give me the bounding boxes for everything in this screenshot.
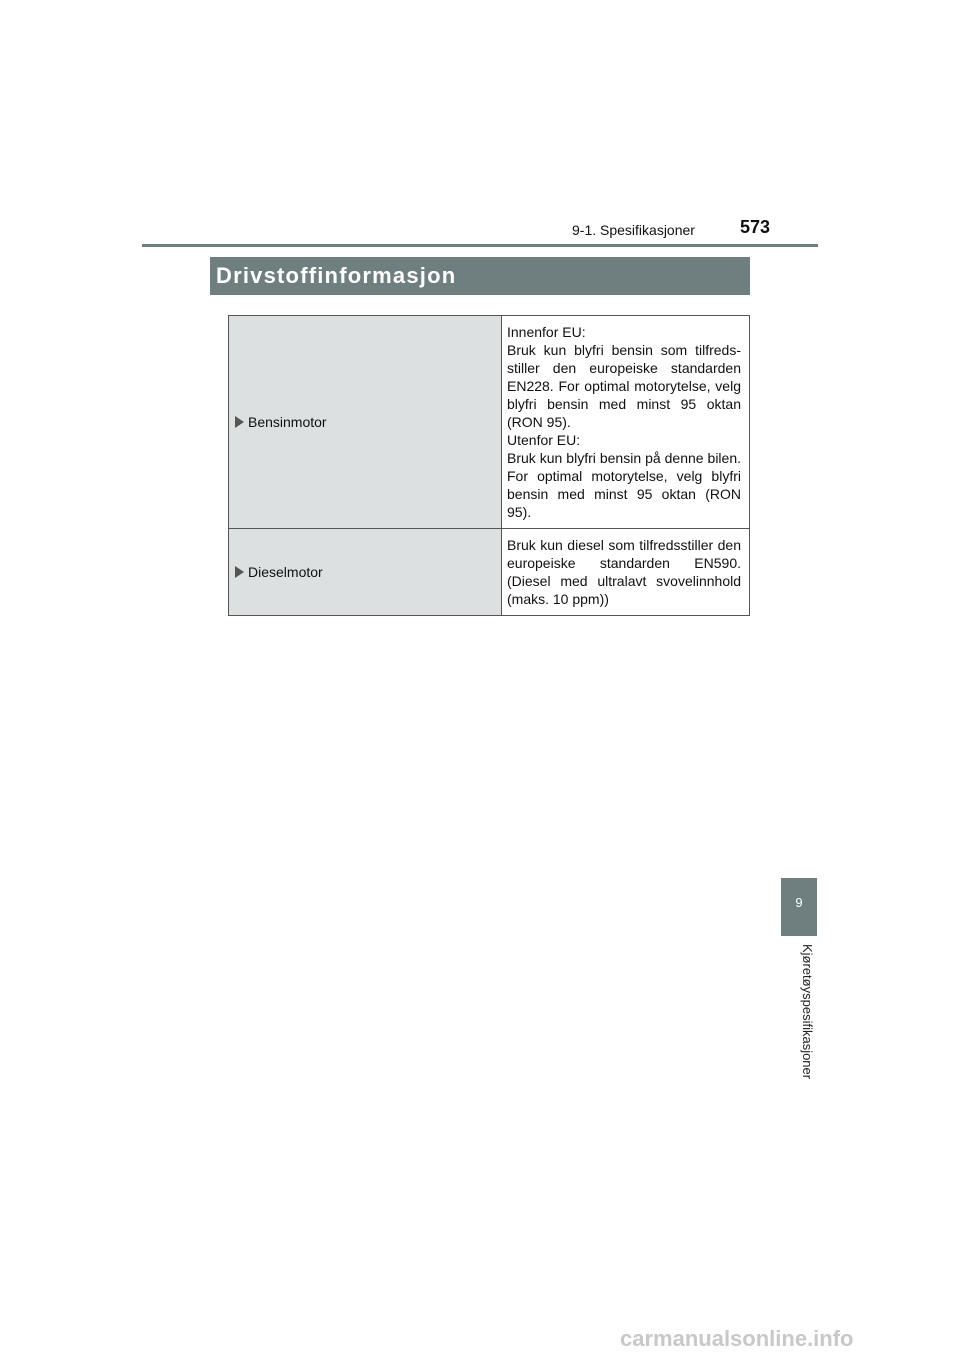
description-line: Utenfor EU: <box>507 432 581 448</box>
description-line: Bruk kun blyfri bensin som tilfreds-stiller den europeiske standarden EN228. For optimal motorytelse, velg blyfri bensin med minst 95 oktan (RON 95). <box>507 342 741 430</box>
header-divider <box>142 244 818 247</box>
row-label: Dieselmotor <box>248 564 323 580</box>
row-label: Bensinmotor <box>248 414 327 430</box>
triangle-bullet-icon <box>235 566 244 578</box>
watermark: carmanualsonline.info <box>620 1326 854 1351</box>
chapter-label: Kjøretøyspesifikasjoner <box>800 944 815 1080</box>
table-row <box>229 529 750 616</box>
description-line: Innenfor EU: <box>507 324 586 340</box>
row-description-cell <box>502 529 750 616</box>
fuel-info-table <box>228 315 750 616</box>
chapter-tab: 9 <box>781 878 817 936</box>
section-title: Drivstoffinformasjon <box>216 263 457 288</box>
description-line: Bruk kun diesel som tilfredsstiller den europeiske standarden EN590. (Diesel med ultralavt svovelinnhold (maks. 10 ppm)) <box>507 537 741 607</box>
page-number: 573 <box>740 217 771 237</box>
row-description-cell <box>502 316 750 529</box>
section-header: 9-1. Spesifikasjoner <box>572 222 695 238</box>
table-row <box>229 316 750 529</box>
triangle-bullet-icon <box>235 416 244 428</box>
row-label-cell <box>229 316 502 529</box>
description-line: Bruk kun blyfri bensin på denne bilen. For optimal motorytelse, velg blyfri bensin med minst 95 oktan (RON 95). <box>507 450 741 520</box>
section-title-bar <box>210 257 750 295</box>
row-label-cell <box>229 529 502 616</box>
